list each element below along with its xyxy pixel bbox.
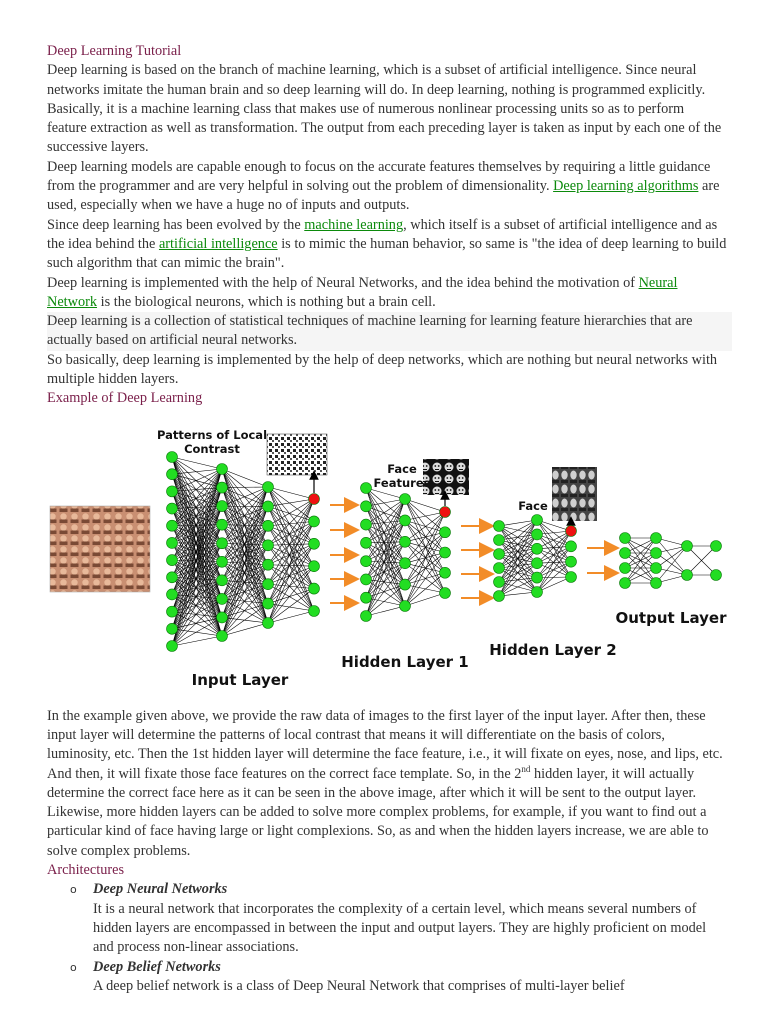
- neuron: [400, 536, 411, 547]
- neuron: [361, 610, 372, 621]
- label-face-features-line1: Face: [387, 461, 417, 476]
- neuron: [167, 554, 178, 565]
- paragraph-models-text-2: are used, especially when we have a huge no of inputs and outputs.: [47, 178, 720, 214]
- neuron: [440, 526, 451, 537]
- superscript-nd: nd: [521, 763, 531, 774]
- architecture-title: Deep Belief Networks: [93, 958, 221, 975]
- neuron: [217, 556, 228, 567]
- neuron: [167, 486, 178, 497]
- label-input-layer: Input Layer: [191, 670, 289, 689]
- neuron: [167, 503, 178, 514]
- neuron: [532, 586, 543, 597]
- neuron: [263, 501, 274, 512]
- neuron: [440, 567, 451, 578]
- network-edge: [405, 499, 445, 532]
- neuron: [711, 540, 722, 551]
- neuron: [167, 589, 178, 600]
- paragraph-statistical-techniques: Deep learning is a collection of statistical techniques of machine learning for learning feature hierarchies that are actually based on artificial neural networks.: [47, 312, 732, 351]
- paragraph-example-text-1: In the example given above, we provide the raw data of images to the first layer of the input layer. After then, these input layer will determine the patterns of local contrast that means it will differentiate on the basis of colors, luminosity, etc. Then the 1st hidden layer will determine the face feature, i.e., it will fixate on eyes, nose, and lips, etc. And then, it will fixate those face features on the correct face template. So, in the 2: [47, 707, 723, 782]
- paragraph-neural-text-1: Deep learning is implemented with the help of Neural Networks, and the idea behind the motivation of: [47, 274, 639, 291]
- neuron: [400, 557, 411, 568]
- neuron: [566, 556, 577, 567]
- network-edge: [405, 520, 445, 593]
- neuron: [361, 555, 372, 566]
- network-edge: [268, 543, 314, 544]
- neuron: [167, 520, 178, 531]
- paragraph-models: [47, 158, 727, 216]
- network-edge: [405, 572, 445, 605]
- paragraph-example-text-2: hidden layer, it will actually determine the correct face here as it can be seen in the above image, after which it will be sent to the output layer. Likewise, more hidden layers can be added to solve more complex problems, for example, if you want to find out a particular kind of face having large or light complexions. So, as and when the hidden layers increase, we are able to solve complex problems.: [47, 765, 709, 859]
- paragraph-neural-text-2: is the biological neurons, which is nothing but a brain cell.: [97, 293, 436, 310]
- network-edge: [268, 611, 314, 623]
- label-face-features-line2: Features: [373, 475, 431, 490]
- architecture-text: It is a neural network that incorporates the complexity of a certain level, which means several numbers of hidden layers are encompassed in between the input and output layers. They are highly proficient on model and process non-linear associations.: [93, 900, 707, 956]
- neuron: [263, 539, 274, 550]
- paragraph-evolution-text-3: is to mimic the human behavior, so same is "the idea of deep learning to build such algorithm that can mimic the brain".: [47, 235, 727, 272]
- network-edge: [268, 487, 314, 521]
- neuron: [217, 500, 228, 511]
- neuron: [217, 463, 228, 474]
- neuron: [400, 579, 411, 590]
- paragraph-example-explanation: [47, 707, 727, 861]
- neuron: [217, 482, 228, 493]
- bullet-o: o: [70, 960, 77, 974]
- active-neuron: [309, 493, 320, 504]
- neuron: [217, 537, 228, 548]
- neuron: [217, 593, 228, 604]
- network-edge: [268, 506, 314, 588]
- network-edge: [268, 521, 314, 603]
- network-edge: [366, 488, 405, 520]
- neuron: [263, 617, 274, 628]
- architecture-title: Deep Neural Networks: [93, 881, 228, 898]
- neuron: [263, 559, 274, 570]
- network-edge: [172, 636, 222, 646]
- network-edge: [405, 512, 445, 585]
- network-edge: [366, 520, 405, 597]
- neuron: [651, 577, 662, 588]
- neuron: [711, 569, 722, 580]
- neuron: [361, 537, 372, 548]
- network-edge: [222, 469, 268, 487]
- network-edge: [366, 561, 405, 563]
- network-edge: [268, 487, 314, 499]
- label-patterns-line1: Patterns of Local: [156, 427, 268, 442]
- deep-learning-diagram: [47, 413, 727, 697]
- face-images-collage: [50, 506, 150, 592]
- neural-network-figure: [47, 413, 727, 697]
- paragraph-evolution-text-1: Since deep learning has been evolved by the: [47, 216, 305, 233]
- neuron: [566, 540, 577, 551]
- neuron: [620, 532, 631, 543]
- neuron: [532, 557, 543, 568]
- neuron: [620, 547, 631, 558]
- active-neuron: [566, 525, 577, 536]
- neuron: [494, 562, 505, 573]
- network-edge: [268, 588, 314, 622]
- neuron: [494, 520, 505, 531]
- neuron: [263, 520, 274, 531]
- neuron: [309, 583, 320, 594]
- neuron: [167, 468, 178, 479]
- neuron: [651, 532, 662, 543]
- neuron: [620, 562, 631, 573]
- bullet-o: o: [70, 883, 77, 897]
- architecture-text: A deep belief network is a class of Deep Neural Network that comprises of multi-layer belief: [93, 977, 625, 994]
- paragraph-deep-networks: So basically, deep learning is implemented by the help of deep networks, which are nothing but neural networks with multiple hidden layers.: [47, 351, 718, 388]
- neuron: [309, 538, 320, 549]
- neuron: [167, 571, 178, 582]
- neuron: [494, 576, 505, 587]
- neuron: [217, 519, 228, 530]
- local-contrast-patterns-image: [267, 434, 327, 475]
- neuron: [309, 516, 320, 527]
- neuron: [494, 548, 505, 559]
- neuron: [309, 560, 320, 571]
- neuron: [167, 606, 178, 617]
- network-edge: [222, 487, 268, 488]
- neuron: [361, 482, 372, 493]
- neuron: [682, 540, 693, 551]
- neuron: [309, 605, 320, 616]
- paragraph-evolution-text-2: , which itself is a subset of artificial intelligence and as the idea behind the: [47, 216, 718, 252]
- neuron: [532, 543, 543, 554]
- document-page: [47, 42, 727, 996]
- neuron: [167, 451, 178, 462]
- neuron: [263, 578, 274, 589]
- neuron: [651, 547, 662, 558]
- heading-example: Example of Deep Learning: [47, 390, 203, 407]
- neuron: [361, 574, 372, 585]
- paragraph-neural-networks: [47, 274, 727, 313]
- network-edge: [366, 499, 405, 598]
- neuron: [167, 623, 178, 634]
- label-face: Face: [518, 498, 548, 513]
- network-edge: [268, 564, 314, 565]
- label-hidden-layer-1: Hidden Layer 1: [341, 652, 469, 671]
- paragraph-models-text: Deep learning models are capable enough to focus on the accurate features themselves by requiring a little guidance from the programmer and are very helpful in solving out the problem of dimensionality.: [47, 158, 711, 195]
- neuron: [400, 600, 411, 611]
- link-artificial-intelligence[interactable]: artificial intelligence: [158, 235, 278, 252]
- neuron: [494, 590, 505, 601]
- label-hidden-layer-2: Hidden Layer 2: [489, 640, 617, 659]
- neuron: [217, 612, 228, 623]
- neuron: [400, 493, 411, 504]
- paragraph-intro: Deep learning is based on the branch of machine learning, which is a subset of artificial intelligence. Since neural networks imitate the human brain and so deep learning will do. In deep learning, nothing is programmed explicitly. Basically, it is a machine learning class that makes use of numerous nonlinear processing units so as to perform feature extraction as well as transformation. The output from each preceding layer is taken as input by each one of the successive layers.: [47, 62, 722, 156]
- neuron: [400, 515, 411, 526]
- label-patterns-line2: Contrast: [184, 441, 240, 456]
- neuron: [532, 572, 543, 583]
- heading-architectures: Architectures: [47, 862, 125, 879]
- architecture-item: [47, 880, 727, 957]
- neuron: [167, 537, 178, 548]
- neuron: [167, 640, 178, 651]
- neuron: [263, 598, 274, 609]
- neuron: [532, 529, 543, 540]
- architecture-item: [47, 958, 727, 997]
- neuron: [620, 577, 631, 588]
- neuron: [440, 587, 451, 598]
- faces-image: [552, 467, 597, 521]
- label-output-layer: Output Layer: [615, 608, 727, 627]
- neuron: [217, 574, 228, 585]
- neuron: [651, 562, 662, 573]
- neuron: [361, 519, 372, 530]
- network-edge: [366, 541, 405, 542]
- neuron: [566, 571, 577, 582]
- active-neuron: [440, 506, 451, 517]
- neuron: [361, 592, 372, 603]
- neuron: [682, 569, 693, 580]
- neuron: [361, 500, 372, 511]
- heading-deep-learning-tutorial: Deep Learning Tutorial: [47, 43, 182, 59]
- neuron: [440, 547, 451, 558]
- neuron: [532, 514, 543, 525]
- link-neural-network[interactable]: Neural Network: [47, 274, 678, 310]
- link-machine-learning[interactable]: machine learning: [304, 216, 404, 233]
- neuron: [494, 534, 505, 545]
- neuron: [263, 481, 274, 492]
- paragraph-evolution: [47, 216, 727, 274]
- neuron: [217, 630, 228, 641]
- link-deep-learning-algorithms[interactable]: Deep learning algorithms: [553, 178, 699, 195]
